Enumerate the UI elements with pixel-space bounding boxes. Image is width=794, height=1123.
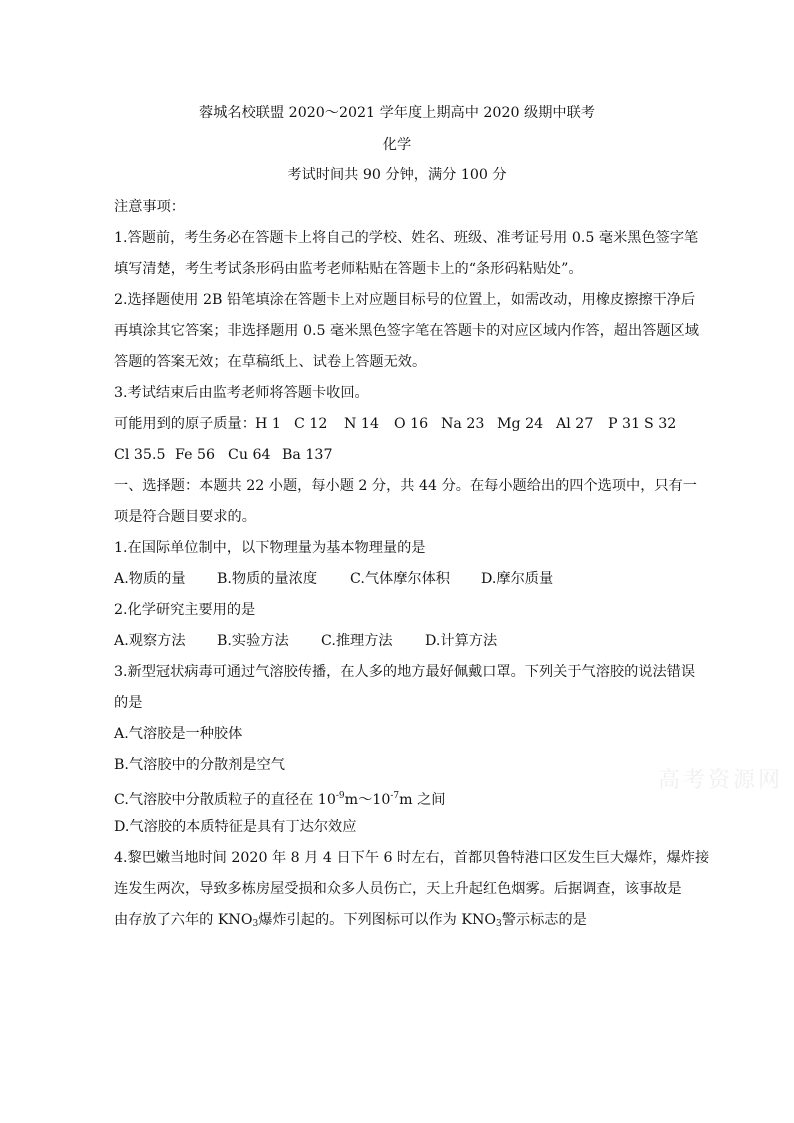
atomic-mass-label: 可能用到的原子质量：: [114, 416, 256, 432]
atomic-mass-item: Mg 24: [497, 416, 544, 432]
question-3-option-b: B.气溶胶中的分散剂是空气: [114, 757, 285, 773]
question-3-option-c-text-3: m 之间: [399, 792, 446, 808]
question-4-line-3: [114, 910, 587, 934]
question-3-option-c: [114, 786, 445, 810]
notice-item-3: 3.考试结束后由监考老师将答题卡收回。: [114, 385, 369, 401]
question-1-option-d: D.摩尔质量: [481, 571, 554, 587]
question-3-option-c-text-1: C.气溶胶中分散质粒子的直径在 10: [114, 792, 336, 808]
question-3-stem-line-2: 的是: [114, 695, 143, 711]
notice-item-2-line-2: 再填涂其它答案；非选择题用 0.5 毫米黑色签字笔在答题卡的对应区域内作答，超出答题区域: [114, 323, 699, 339]
question-1-option-c: C.气体摩尔体积: [350, 571, 450, 587]
atomic-mass-item: Al 27: [556, 416, 594, 432]
atomic-mass-item: Fe 56: [175, 447, 216, 463]
exam-title: 蓉城名校联盟 2020～2021 学年度上期高中 2020 级期中联考: [199, 105, 595, 121]
question-4-line-2: 连发生两次，导致多栋房屋受损和众多人员伤亡，天上升起红色烟雾。后据调查，该事故是: [114, 881, 682, 897]
question-2-option-d: D.计算方法: [425, 633, 498, 649]
question-4-subscript-2: 3: [495, 919, 502, 929]
question-3-option-d: D.气溶胶的本质特征是具有丁达尔效应: [114, 819, 357, 835]
exam-subject: 化学: [382, 137, 412, 153]
notice-item-2-line-3: 答题的答案无效；在草稿纸上、试卷上答题无效。: [114, 354, 427, 370]
section-1-heading-line-2: 项是符合题目要求的。: [114, 509, 256, 525]
question-1-stem: 1.在国际单位制中，以下物理量为基本物理量的是: [114, 540, 426, 556]
atomic-mass-item: N 14: [344, 416, 379, 432]
question-2-stem: 2.化学研究主要用的是: [114, 602, 256, 618]
question-3-stem-line-1: 3.新型冠状病毒可通过气溶胶传播，在人多的地方最好佩戴口罩。下列关于气溶胶的说法错误: [114, 664, 696, 680]
atomic-mass-item: Cu 64: [228, 447, 271, 463]
question-3-option-c-text-2: m～10: [344, 792, 391, 808]
question-2-options: [114, 631, 684, 651]
exam-time-info: 考试时间共 90 分钟，满分 100 分: [287, 167, 507, 183]
question-4-line-3-text-1: 由存放了六年的 KNO: [114, 912, 253, 928]
atomic-mass-item: Cl 35.5: [114, 447, 166, 463]
question-3-option-c-exponent-1: -9: [335, 791, 345, 801]
question-2-option-b: B.实验方法: [217, 633, 289, 649]
section-1-heading-line-1: 一、选择题：本题共 22 小题，每小题 2 分，共 44 分。在每小题给出的四个选项中，只有一: [114, 478, 697, 494]
question-3-option-a: A.气溶胶是一种胶体: [114, 726, 243, 742]
question-1-options: [114, 569, 684, 589]
notice-item-1-line-1: 1.答题前，考生务必在答题卡上将自己的学校、姓名、班级、准考证号用 0.5 毫米黑色签字笔: [114, 230, 699, 246]
watermark: 高考资源网: [658, 768, 784, 793]
question-4-subscript-1: 3: [252, 919, 259, 929]
notice-item-2-line-1: 2.选择题使用 2B 铅笔填涂在答题卡上对应题目标号的位置上，如需改动，用橡皮擦擦干净后: [114, 292, 696, 308]
atomic-mass-item: O 16: [394, 416, 429, 432]
question-1-option-a: A.物质的量: [114, 571, 186, 587]
question-1-option-b: B.物质的量浓度: [217, 571, 318, 587]
atomic-mass-item: Ba 137: [282, 447, 333, 463]
question-2-option-a: A.观察方法: [114, 633, 186, 649]
atomic-mass-item: P 31: [608, 416, 641, 432]
question-4-line-3-text-3: 警示标志的是: [501, 912, 587, 928]
atomic-mass-item: S 32: [644, 416, 677, 432]
atomic-mass-item: H 1: [255, 416, 281, 432]
atomic-mass-row-2: [114, 445, 354, 465]
atomic-mass-item: C 12: [294, 416, 328, 432]
question-2-option-c: C.推理方法: [321, 633, 393, 649]
notice-item-1-line-2: 填写清楚，考生考试条形码由监考老师粘贴在答题卡上的“条形码粘贴处”。: [114, 261, 583, 277]
question-4-line-3-text-2: 爆炸引起的。下列图标可以作为 KNO: [258, 912, 496, 928]
question-4-line-1: 4.黎巴嫩当地时间 2020 年 8 月 4 日下午 6 时左右，首都贝鲁特港口区发生巨大爆炸，爆炸接: [114, 850, 710, 866]
question-3-option-c-exponent-2: -7: [390, 791, 400, 801]
notice-heading: 注意事项：: [114, 199, 185, 215]
atomic-mass-row-1: [114, 414, 684, 434]
atomic-mass-item: Na 23: [441, 416, 485, 432]
